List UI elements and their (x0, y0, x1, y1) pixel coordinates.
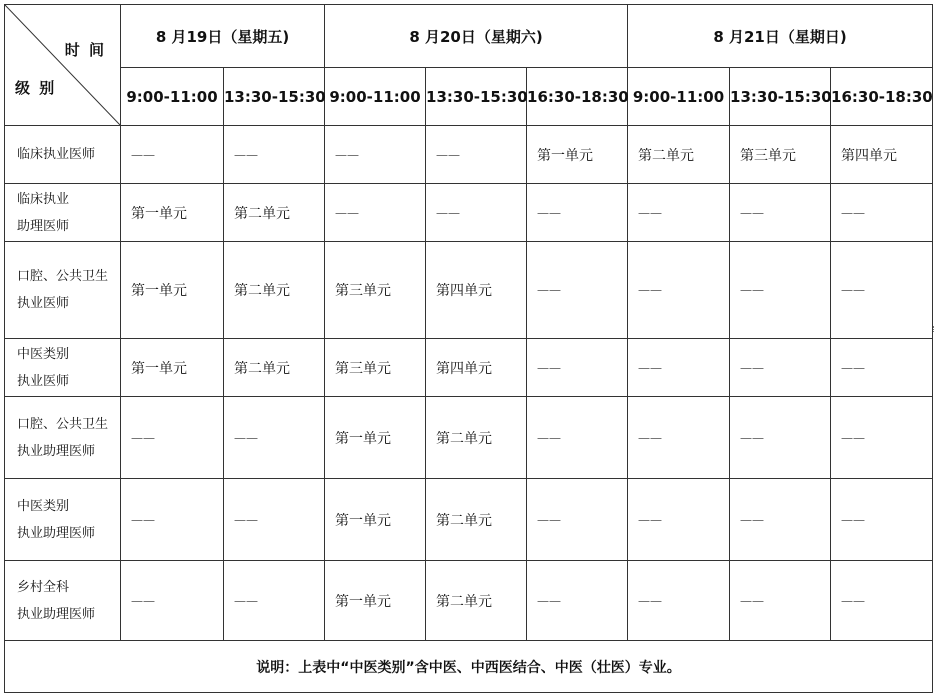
schedule-cell: 第一单元 (121, 339, 224, 397)
schedule-cell: —— (426, 184, 527, 242)
schedule-cell: 第四单元 (426, 242, 527, 339)
date-header-aug20: 8 月20日（星期六) (325, 5, 628, 68)
schedule-cell: —— (224, 126, 325, 184)
schedule-cell: —— (527, 242, 628, 339)
corner-time-label: 时 间 (64, 41, 106, 59)
category-line-1: 中医类别 (17, 498, 70, 514)
schedule-cell: —— (121, 397, 224, 479)
schedule-cell: —— (224, 479, 325, 561)
date-header-aug21: 8 月21日（星期日) (628, 5, 933, 68)
diagonal-divider (5, 5, 120, 125)
corner-header-cell (5, 5, 121, 126)
schedule-cell: 第二单元 (426, 561, 527, 641)
schedule-cell: —— (730, 561, 831, 641)
schedule-cell: 第三单元 (325, 339, 426, 397)
table-note: 说明：上表中“中医类别”含中医、中西医结合、中医（壮医）专业。 (5, 641, 933, 693)
schedule-cell: 第三单元 (325, 242, 426, 339)
schedule-cell: —— (527, 339, 628, 397)
table-row (5, 242, 933, 339)
category-line-2: 执业医师 (17, 296, 70, 311)
time-slot-row (5, 68, 933, 126)
category-line-1: 口腔、公共卫生 (17, 416, 109, 432)
schedule-cell: —— (224, 397, 325, 479)
category-line-1: 临床执业 (17, 191, 70, 207)
category-cell (5, 479, 121, 561)
time-slot-header: 9:00-11:00 (325, 68, 426, 126)
edge-marker (933, 326, 937, 332)
time-slot-header: 16:30-18:30 (831, 68, 933, 126)
schedule-cell: —— (426, 126, 527, 184)
table-row (5, 561, 933, 641)
category-line-2: 执业医师 (17, 373, 70, 389)
schedule-cell: —— (628, 184, 730, 242)
schedule-cell: —— (527, 479, 628, 561)
category-line-1: 乡村全科 (17, 579, 70, 595)
schedule-cell: —— (325, 184, 426, 242)
time-slot-header: 13:30-15:30 (224, 68, 325, 126)
category-cell (5, 184, 121, 242)
schedule-cell: 第一单元 (325, 561, 426, 641)
schedule-cell: —— (831, 561, 933, 641)
category-cell (5, 242, 121, 339)
schedule-cell: 第二单元 (426, 397, 527, 479)
table-row (5, 339, 933, 397)
category-line-2: 执业助理医师 (17, 525, 96, 541)
schedule-cell: —— (121, 126, 224, 184)
category-line-2: 执业助理医师 (17, 443, 96, 459)
time-slot-header: 9:00-11:00 (628, 68, 730, 126)
category-cell (5, 561, 121, 641)
schedule-cell: —— (527, 184, 628, 242)
schedule-cell: —— (527, 397, 628, 479)
table-row (5, 397, 933, 479)
category-cell (5, 126, 121, 184)
schedule-cell: —— (628, 242, 730, 339)
time-slot-header: 9:00-11:00 (121, 68, 224, 126)
schedule-cell: 第一单元 (325, 479, 426, 561)
schedule-cell: 第四单元 (426, 339, 527, 397)
exam-schedule-table (4, 4, 933, 693)
note-row (5, 641, 933, 693)
schedule-cell: —— (730, 479, 831, 561)
table-row (5, 126, 933, 184)
schedule-cell: 第三单元 (730, 126, 831, 184)
schedule-cell: —— (628, 339, 730, 397)
schedule-cell: —— (224, 561, 325, 641)
category-line-1: 临床执业医师 (17, 147, 96, 162)
schedule-cell: —— (325, 126, 426, 184)
schedule-cell: —— (527, 561, 628, 641)
schedule-cell: —— (831, 397, 933, 479)
time-slot-header: 16:30-18:30 (527, 68, 628, 126)
category-line-1: 中医类别 (17, 346, 70, 362)
time-slot-header: 13:30-15:30 (426, 68, 527, 126)
corner-level-label: 级 别 (15, 79, 57, 97)
table-row (5, 184, 933, 242)
table-row (5, 479, 933, 561)
schedule-cell: 第四单元 (831, 126, 933, 184)
schedule-cell: 第二单元 (224, 242, 325, 339)
schedule-cell: —— (831, 479, 933, 561)
schedule-cell: 第一单元 (527, 126, 628, 184)
schedule-cell: —— (831, 339, 933, 397)
schedule-cell: 第二单元 (224, 184, 325, 242)
schedule-cell: 第一单元 (121, 242, 224, 339)
schedule-cell: —— (831, 184, 933, 242)
schedule-cell: —— (628, 397, 730, 479)
schedule-cell: 第二单元 (224, 339, 325, 397)
schedule-cell: 第二单元 (426, 479, 527, 561)
schedule-cell: —— (730, 242, 831, 339)
schedule-cell: —— (628, 561, 730, 641)
time-slot-header: 13:30-15:30 (730, 68, 831, 126)
category-line-2: 执业助理医师 (17, 606, 96, 622)
schedule-cell: 第二单元 (628, 126, 730, 184)
schedule-cell: —— (730, 184, 831, 242)
date-header-row (5, 5, 933, 68)
schedule-cell: —— (121, 479, 224, 561)
category-line-1: 口腔、公共卫生 (17, 269, 109, 284)
schedule-cell: —— (628, 479, 730, 561)
schedule-cell: —— (831, 242, 933, 339)
schedule-cell: 第一单元 (325, 397, 426, 479)
category-cell (5, 397, 121, 479)
schedule-cell: 第一单元 (121, 184, 224, 242)
schedule-cell: —— (730, 397, 831, 479)
date-header-aug19: 8 月19日（星期五) (121, 5, 325, 68)
category-line-2: 助理医师 (17, 218, 70, 234)
category-cell (5, 339, 121, 397)
schedule-cell: —— (730, 339, 831, 397)
schedule-cell: —— (121, 561, 224, 641)
